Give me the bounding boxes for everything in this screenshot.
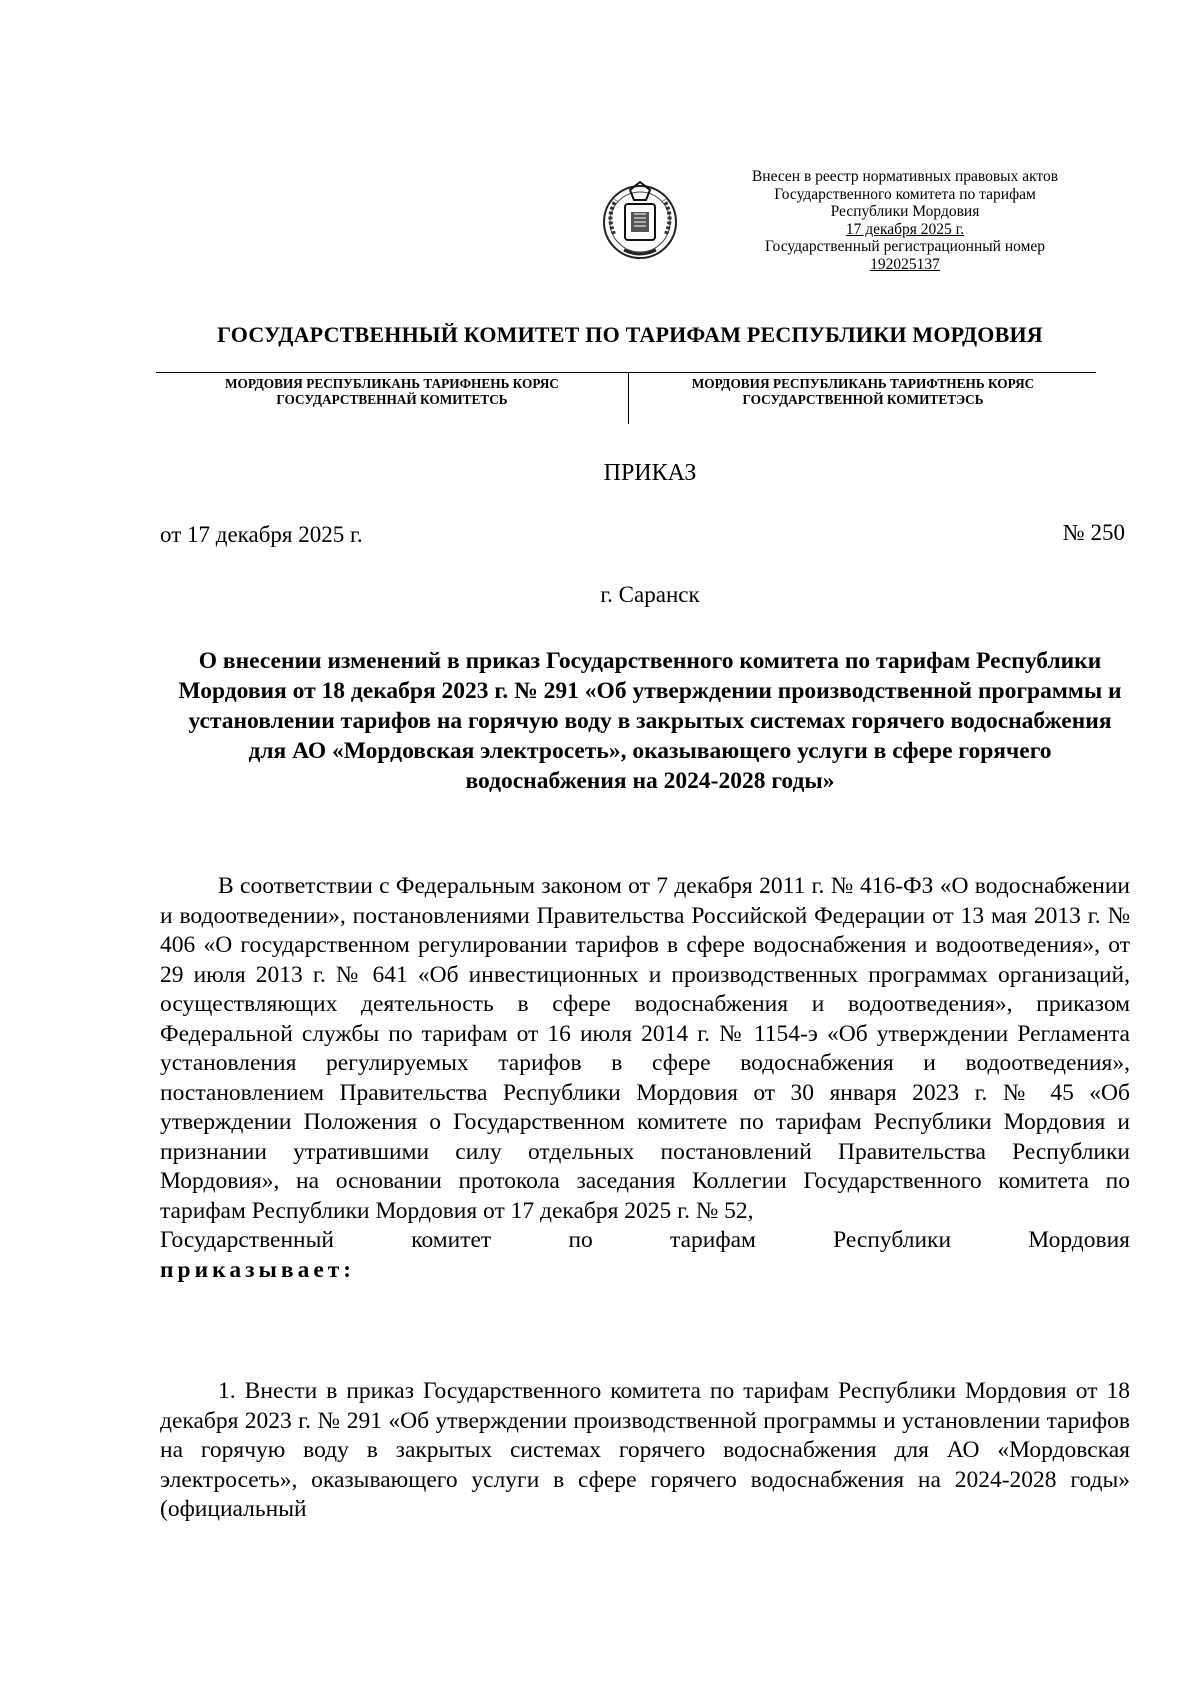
document-number: № 250 — [1062, 520, 1125, 545]
registry-note — [720, 168, 1090, 274]
registry-line-3: Республики Мордовия — [830, 203, 980, 221]
registry-line-1: Внесен в реестр нормативных правовых актов — [751, 168, 1059, 185]
moksha-line-2: ГОСУДАРСТВЕННАЙ КОМИТЕТСЬ — [276, 392, 508, 407]
moksha-name — [156, 376, 628, 408]
document-city: г. Саранск — [600, 582, 700, 607]
header-divider — [628, 372, 629, 424]
moksha-line-1: МОРДОВИЯ РЕСПУБЛИКАНЬ ТАРИФНЕНЬ КОРЯС — [224, 376, 559, 391]
registry-date: 17 декабря 2025 г. — [845, 220, 965, 238]
item-1-text: 1. Внести в приказ Государственного комитета по тарифам Республики Мордовия от 18 декабря 2023 г. № 291 «Об утверждении производственной программы и установлении тарифов на горячую воду в закрытых системах горячего водоснабжения для АО «Мордовская электросеть», оказывающего услуги в сфере горячего водоснабжения на 2024-2028 годы» (официальный — [160, 1378, 1130, 1522]
registry-line-2: Государственного комитета по тарифам — [774, 185, 1036, 203]
orders-word: приказывает: — [160, 1256, 356, 1283]
preamble-end: Государственный комитет по тарифам Республики Мордовия — [160, 1227, 1130, 1253]
erzya-line-1: МОРДОВИЯ РЕСПУБЛИКАНЬ ТАРИФТНЕНЬ КОРЯС — [691, 376, 1035, 391]
document-date: от 17 декабря 2025 г. — [160, 522, 363, 547]
coat-of-arms-emblem — [600, 176, 680, 264]
document-title: О внесении изменений в приказ Государственного комитета по тарифам Республики Мордовия от 18 декабря 2023 г. № 291 «Об утверждении производственной программы и установлении тарифов на горячую воду в закрытых системах горячего водоснабжения для АО «Мордовская электросеть», оказывающего услуги в сфере горячего водоснабжения на 2024-2028 годы» — [178, 648, 1122, 794]
committee-title: ГОСУДАРСТВЕННЫЙ КОМИТЕТ ПО ТАРИФАМ РЕСПУБЛИКИ МОРДОВИЯ — [217, 322, 1043, 347]
erzya-line-2: ГОСУДАРСТВЕННОЙ КОМИТЕТЭСЬ — [742, 392, 984, 407]
registry-number-label: Государственный регистрационный номер — [764, 238, 1046, 256]
erzya-name — [630, 376, 1096, 408]
item-1-paragraph — [160, 1377, 1130, 1525]
registry-number: 192025137 — [870, 255, 940, 273]
header-rule-right — [628, 372, 1096, 373]
preamble-paragraph — [160, 872, 1130, 1285]
document-type: ПРИКАЗ — [603, 460, 697, 486]
preamble-text: В соответствии с Федеральным законом от 7 декабря 2011 г. № 416-ФЗ «О водоснабжении и водоотведении», постановлениями Правительства Российской Федерации от 13 мая 2013 г. № 406 «О государственном регулировании тарифов в сфере водоснабжения и водоотведения», от 29 июля 2013 г. № 641 «Об инвестиционных и производственных программах организаций, осуществляющих деятельность в сфере водоснабжения и водоотведения», приказом Федеральной службы по тарифам от 16 июля 2014 г. № 1154-э «Об утверждении Регламента установления регулируемых тарифов в сфере водоснабжения и водоотведения», постановлением Правительства Республики Мордовия от 30 января 2023 г. № 45 «Об утверждении Положения о Государственном комитете по тарифам Республики Мордовия и признании утратившими силу отдельных постановлений Правительства Республики Мордовия», на основании протокола заседания Коллегии Государственного комитета по тарифам Республики Мордовия от 17 декабря 2025 г. № 52, — [160, 873, 1130, 1224]
header-rule-left — [156, 372, 628, 373]
